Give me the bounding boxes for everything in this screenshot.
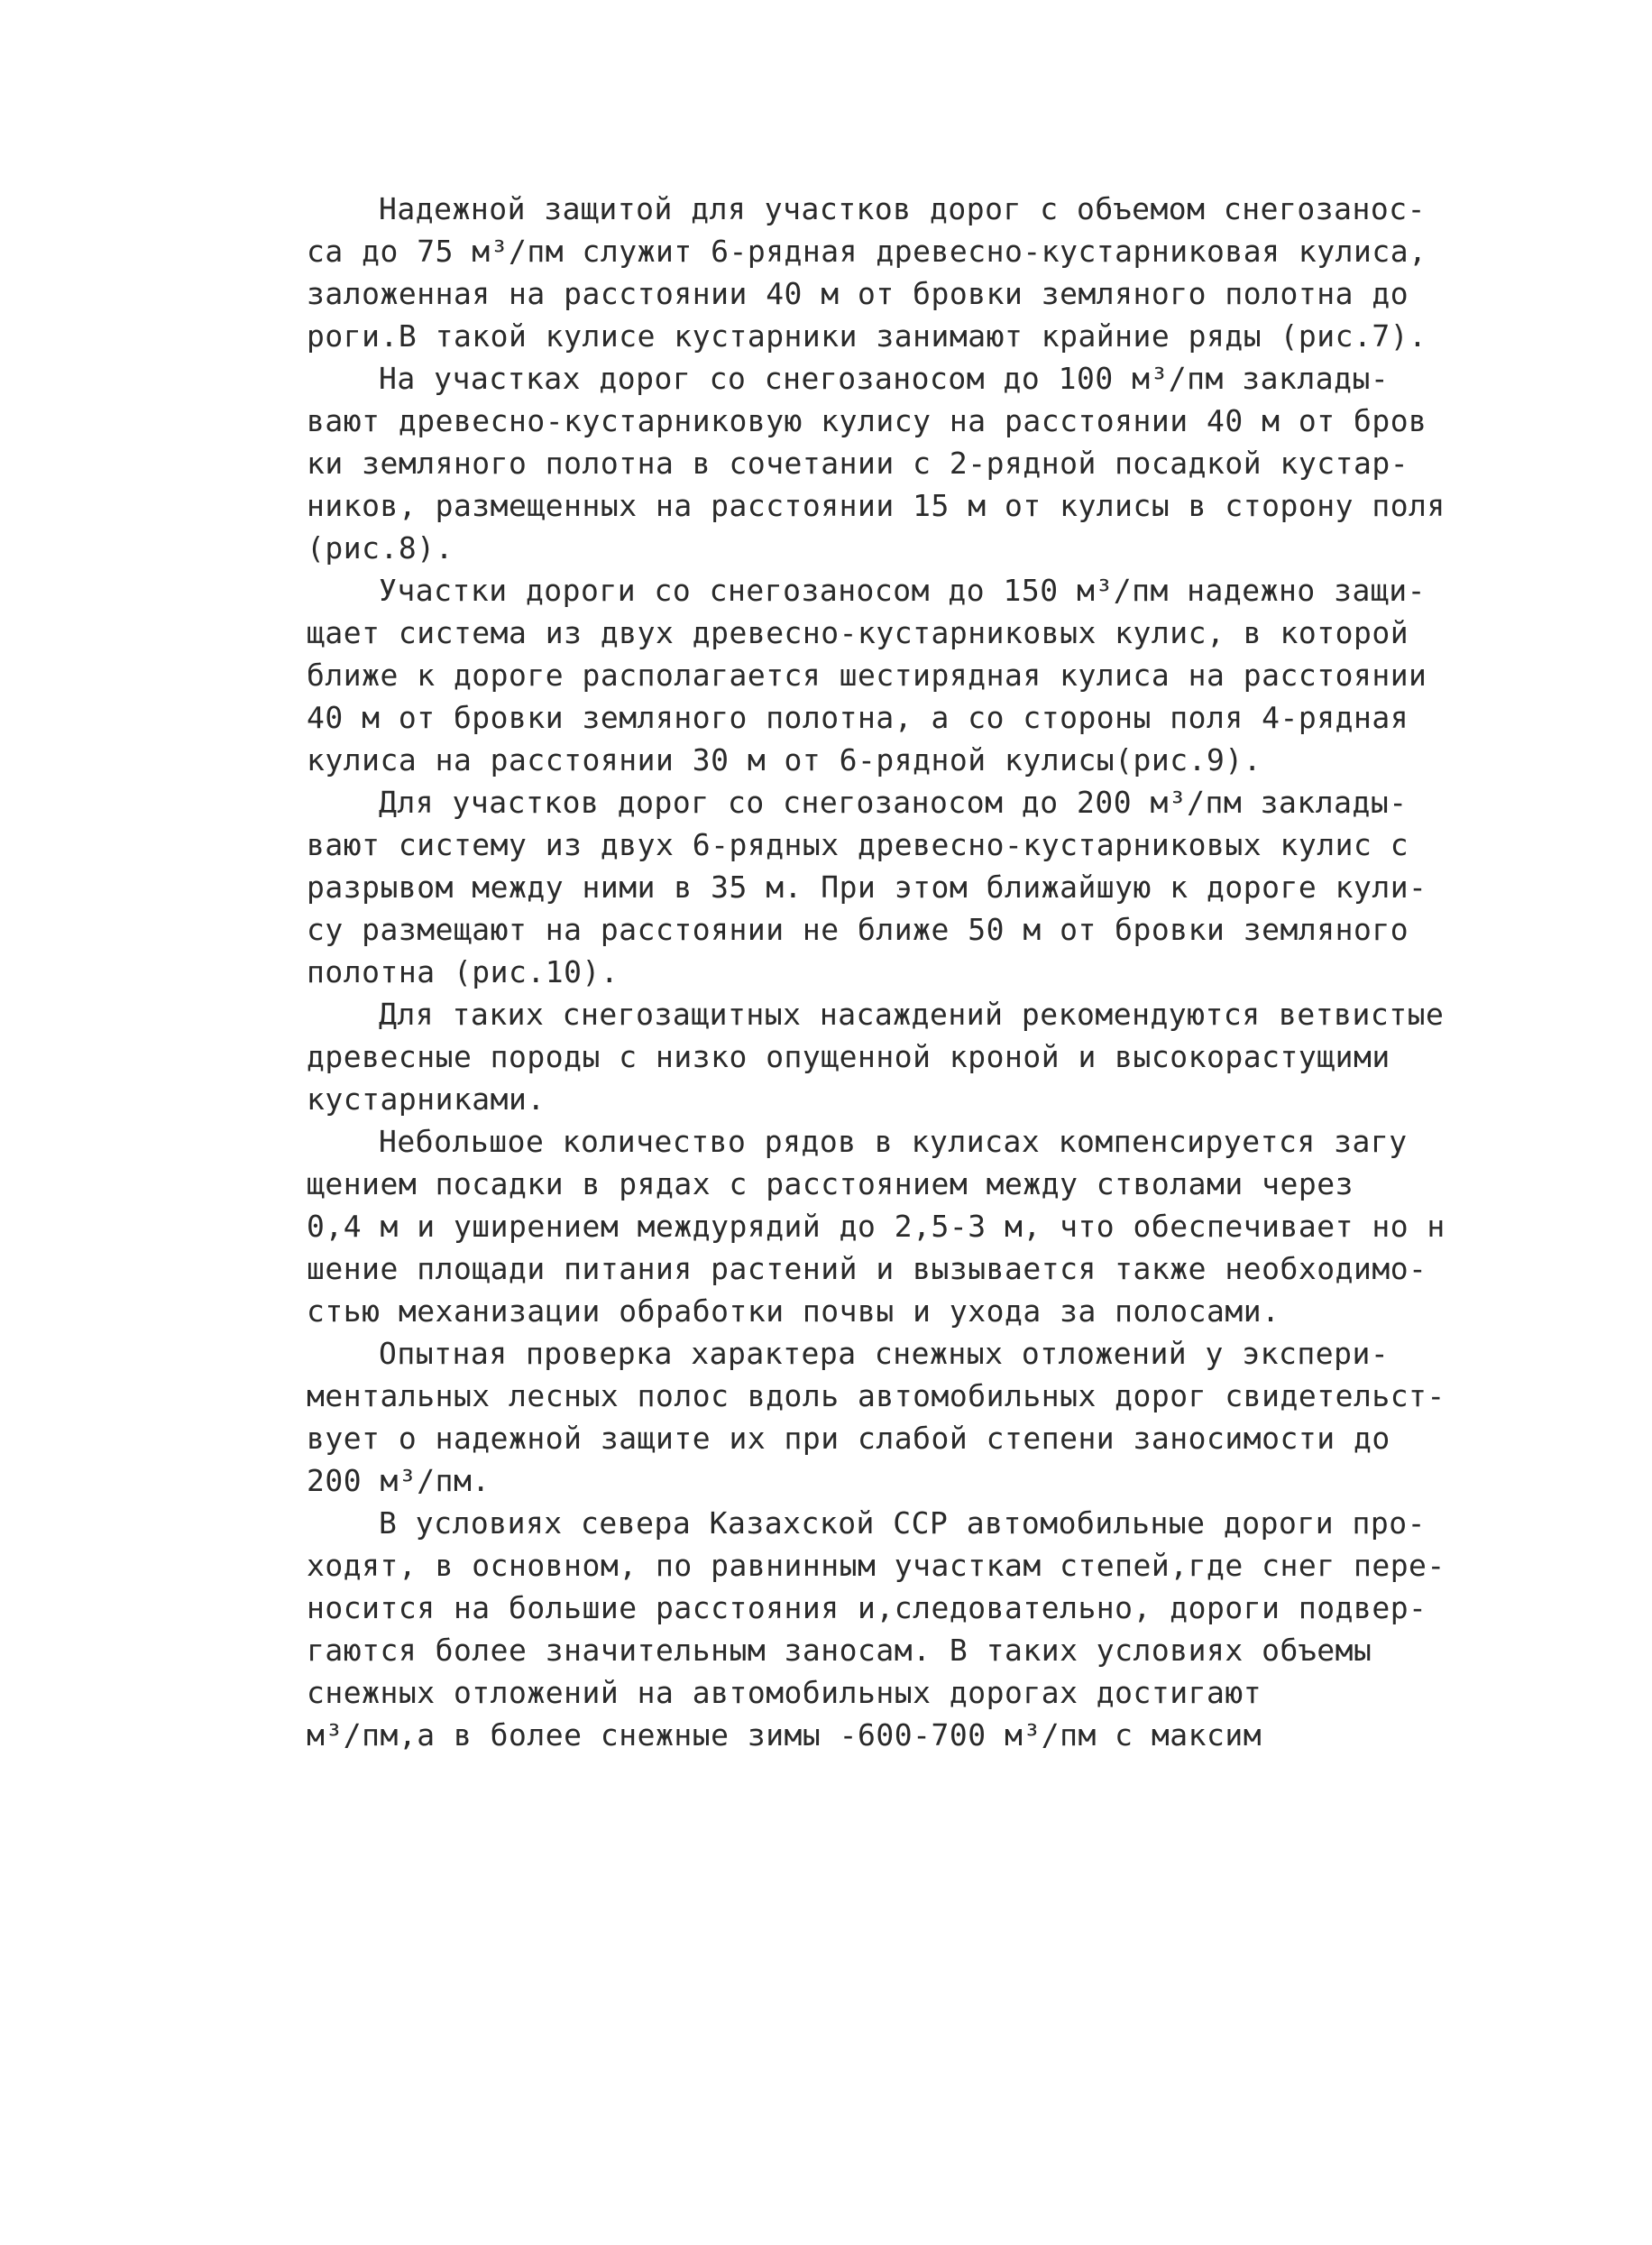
text-line: ходят, в основном, по равнинным участкам степей,где снег пере- bbox=[307, 1548, 1446, 1583]
paragraph bbox=[307, 1502, 1470, 1756]
text-line: В условиях севера Казахской ССР автомобильные дороги про- bbox=[379, 1505, 1426, 1541]
document-body bbox=[307, 188, 1470, 1756]
paragraph bbox=[307, 188, 1470, 357]
paragraph bbox=[307, 357, 1470, 569]
text-line: 40 м от бровки земляного полотна, а со стороны поля 4-рядная bbox=[307, 700, 1409, 735]
text-line: м³/пм,а в более снежные зимы -600-700 м³/пм с максим bbox=[307, 1717, 1262, 1753]
text-line: Опытная проверка характера снежных отложений у экспери- bbox=[379, 1336, 1390, 1371]
text-line: ки земляного полотна в сочетании с 2-рядной посадкой кустар- bbox=[307, 446, 1409, 481]
text-line: су размещают на расстоянии не ближе 50 м от бровки земляного bbox=[307, 912, 1409, 947]
text-line: вают древесно-кустарниковую кулису на расстоянии 40 м от бров bbox=[307, 403, 1427, 438]
text-line: Для участков дорог со снегозаносом до 200 м³/пм заклады- bbox=[379, 785, 1408, 820]
text-line: щает система из двух древесно-кустарниковых кулис, в которой bbox=[307, 615, 1409, 650]
paragraph bbox=[307, 993, 1470, 1120]
text-line: носится на большие расстояния и,следовательно, дороги подвер- bbox=[307, 1590, 1427, 1625]
text-line: шение площади питания растений и вызывается также необходимо- bbox=[307, 1251, 1427, 1286]
text-line: кустарниками. bbox=[307, 1081, 546, 1117]
text-line: полотна (рис.10). bbox=[307, 954, 620, 989]
text-line: Участки дороги со снегозаносом до 150 м³/пм надежно защи- bbox=[379, 573, 1426, 608]
text-line: снежных отложений на автомобильных дорогах достигают bbox=[307, 1675, 1262, 1710]
text-line: стью механизации обработки почвы и ухода за полосами. bbox=[307, 1293, 1280, 1329]
text-line: 200 м³/пм. bbox=[307, 1463, 491, 1498]
text-line: На участках дорог со снегозаносом до 100 м³/пм заклады- bbox=[379, 361, 1390, 396]
text-line: ников, размещенных на расстоянии 15 м от кулисы в сторону поля bbox=[307, 488, 1446, 523]
text-line: са до 75 м³/пм служит 6-рядная древесно-кустарниковая кулиса, bbox=[307, 234, 1427, 269]
text-line: кулиса на расстоянии 30 м от 6-рядной кулисы(рис.9). bbox=[307, 742, 1262, 777]
text-line: Небольшое количество рядов в кулисах компенсируется загу bbox=[379, 1124, 1408, 1159]
paragraph bbox=[307, 1120, 1470, 1332]
text-line: вают систему из двух 6-рядных древесно-кустарниковых кулис с bbox=[307, 827, 1409, 862]
text-line: щением посадки в рядах с расстоянием между стволами через bbox=[307, 1166, 1354, 1201]
text-line: древесные породы с низко опущенной кроной и высокорастущими bbox=[307, 1039, 1390, 1074]
text-line: Для таких снегозащитных насаждений рекомендуются ветвистые bbox=[379, 997, 1445, 1032]
text-line: 0,4 м и уширением междурядий до 2,5-3 м, что обеспечивает но н bbox=[307, 1209, 1446, 1244]
text-line: ментальных лесных полос вдоль автомобильных дорог свидетельст- bbox=[307, 1378, 1446, 1413]
text-line: заложенная на расстоянии 40 м от бровки земляного полотна до bbox=[307, 276, 1409, 311]
text-line: роги.В такой кулисе кустарники занимают крайние ряды (рис.7). bbox=[307, 318, 1427, 354]
paragraph bbox=[307, 1332, 1470, 1502]
paragraph bbox=[307, 781, 1470, 993]
paragraph bbox=[307, 569, 1470, 781]
text-line: Надежной защитой для участков дорог с объемом снегозанос- bbox=[379, 191, 1426, 226]
text-line: разрывом между ними в 35 м. При этом ближайшую к дороге кули- bbox=[307, 869, 1427, 905]
text-line: вует о надежной защите их при слабой степени заносимости до bbox=[307, 1421, 1390, 1456]
text-line: (рис.8). bbox=[307, 530, 454, 566]
text-line: гаются более значительным заносам. В таких условиях объемы bbox=[307, 1633, 1372, 1668]
text-line: ближе к дороге располагается шестирядная кулиса на расстоянии bbox=[307, 658, 1427, 693]
